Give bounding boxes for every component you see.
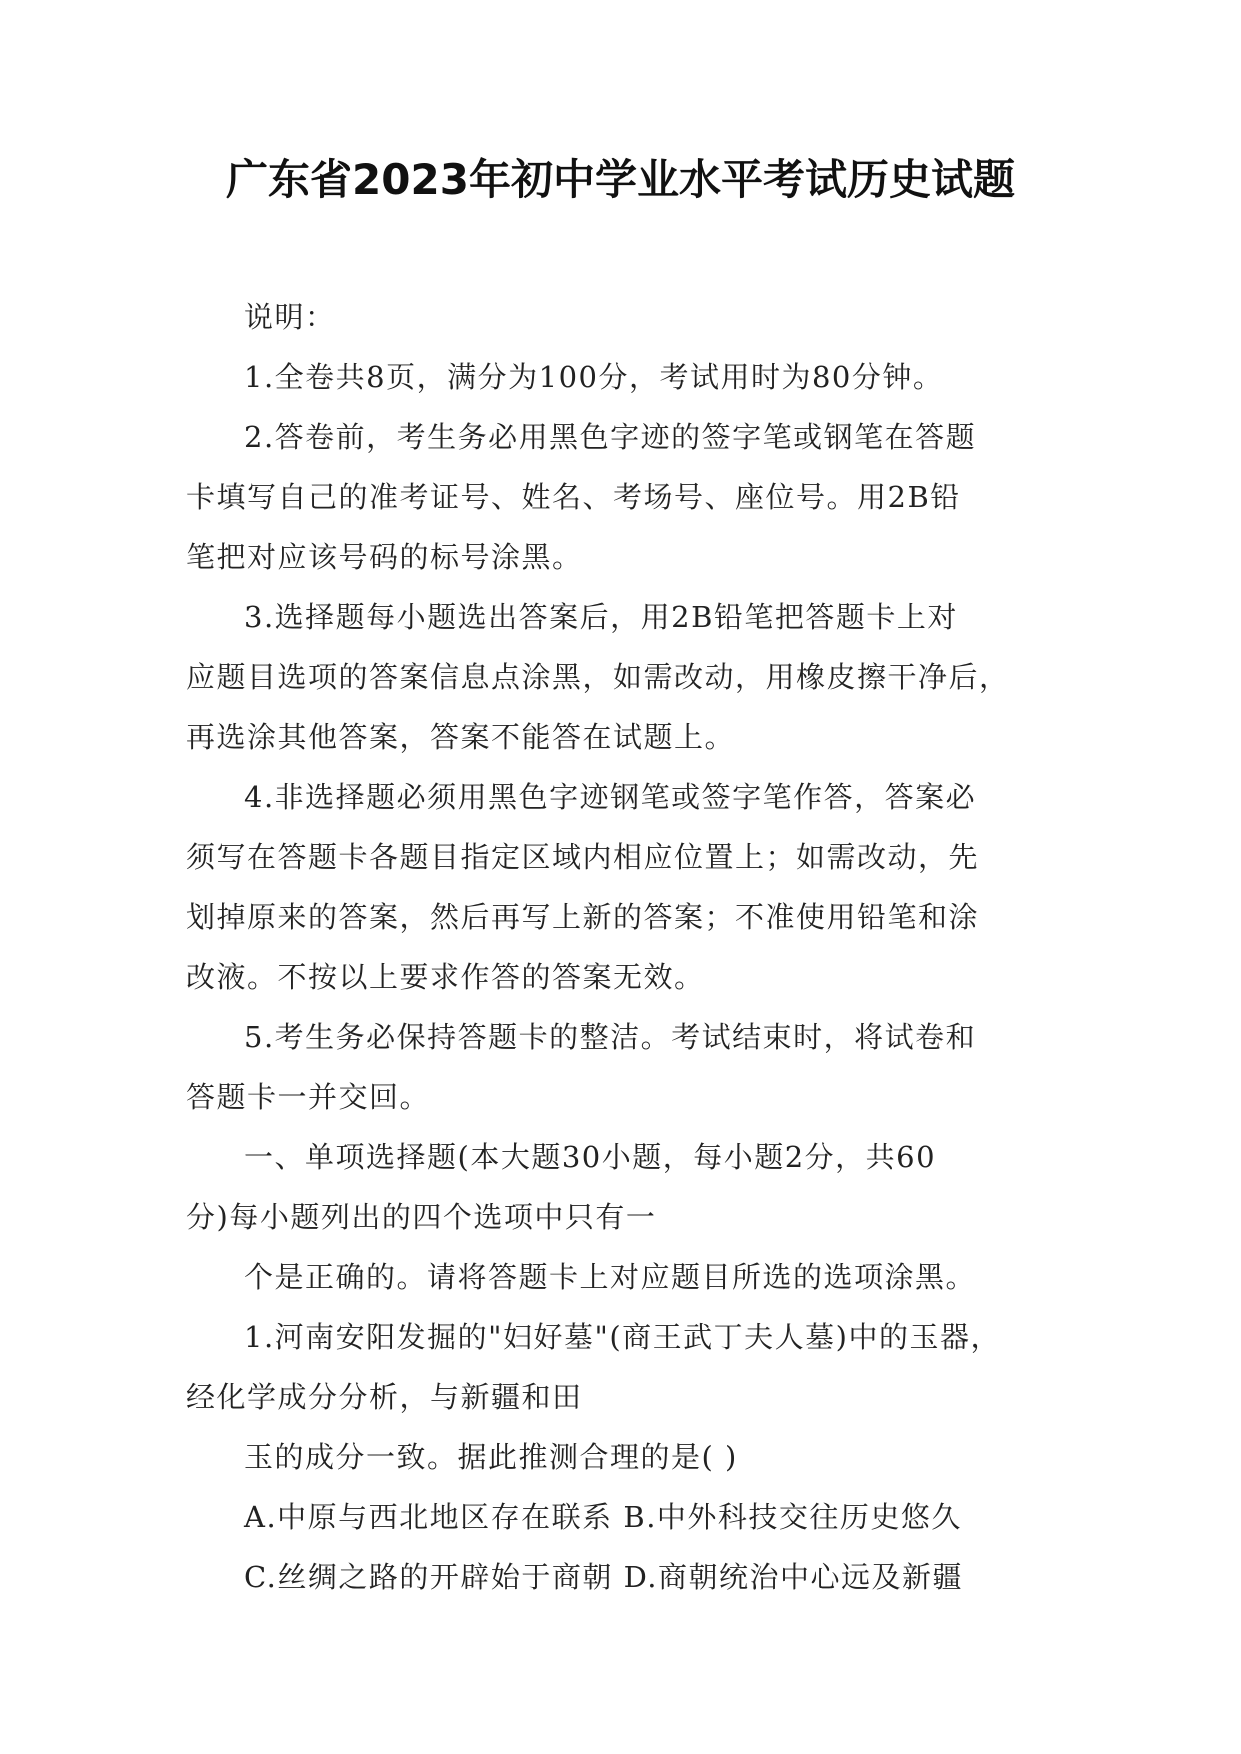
instruction-item-3-line-1: 3.选择题每小题选出答案后，用2B铅笔把答题卡上对 (244, 600, 958, 634)
instruction-item-2-line-3: 笔把对应该号码的标号涂黑。 (186, 540, 583, 574)
instruction-item-3-line-2: 应题目选项的答案信息点涂黑，如需改动，用橡皮擦干净后， (186, 660, 1010, 694)
instruction-item-4-line-4: 改液。不按以上要求作答的答案无效。 (186, 960, 705, 994)
document-title: 广东省2023年初中学业水平考试历史试题 (226, 155, 1015, 204)
question-1-stem-line-1: 1.河南安阳发掘的"妇好墓"(商王武丁夫人墓)中的玉器， (244, 1320, 1001, 1354)
instruction-item-4-line-2: 须写在答题卡各题目指定区域内相应位置上；如需改动，先 (186, 840, 980, 874)
section-1-heading-line-1: 一、单项选择题(本大题30小题，每小题2分，共60 (244, 1140, 937, 1174)
instructions-heading: 说明： (244, 300, 336, 334)
question-1-options-line-2: C.丝绸之路的开辟始于商朝 D.商朝统治中心远及新疆 (244, 1560, 964, 1594)
instruction-item-4-line-1: 4.非选择题必须用黑色字迹钢笔或签字笔作答，答案必 (244, 780, 977, 814)
instruction-item-4-line-3: 划掉原来的答案，然后再写上新的答案；不准使用铅笔和涂 (186, 900, 980, 934)
instruction-item-1: 1.全卷共8页，满分为100分，考试用时为80分钟。 (244, 360, 944, 394)
question-1-stem-line-2: 经化学成分分析，与新疆和田 (186, 1380, 583, 1414)
instruction-item-5-line-2: 答题卡一并交回。 (186, 1080, 431, 1114)
instruction-item-2-line-1: 2.答卷前，考生务必用黑色字迹的签字笔或钢笔在答题 (244, 420, 977, 454)
section-1-heading-line-2: 分)每小题列出的四个选项中只有一 (186, 1200, 657, 1234)
instruction-item-3-line-3: 再选涂其他答案，答案不能答在试题上。 (186, 720, 736, 754)
document-body (186, 287, 1066, 1607)
question-1-options-line-1: A.中原与西北地区存在联系 B.中外科技交往历史悠久 (244, 1500, 962, 1534)
section-1-heading-line-3: 个是正确的。请将答题卡上对应题目所选的选项涂黑。 (244, 1260, 977, 1294)
instruction-item-2-line-2: 卡填写自己的准考证号、姓名、考场号、座位号。用2B铅 (186, 480, 961, 514)
instruction-item-5-line-1: 5.考生务必保持答题卡的整洁。考试结束时，将试卷和 (244, 1020, 977, 1054)
question-1-stem-line-3: 玉的成分一致。据此推测合理的是( ) (244, 1440, 738, 1474)
